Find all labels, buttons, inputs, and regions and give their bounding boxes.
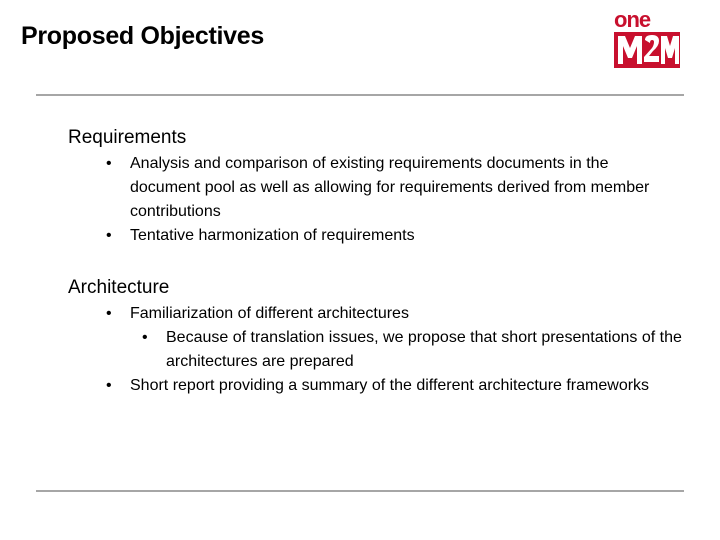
bullet-icon: •	[106, 377, 112, 394]
requirements-list	[68, 152, 668, 248]
list-item	[68, 374, 688, 398]
top-divider	[36, 94, 684, 96]
bullet-icon: •	[106, 155, 112, 172]
list-item-text: Short report providing a summary of the different architecture frameworks	[130, 377, 650, 394]
list-item-text: Analysis and comparison of existing requirements documents in the document pool as well as allowing for requirements derived from member contributions	[130, 155, 650, 220]
list-item	[68, 224, 668, 248]
list-item-text: Familiarization of different architectures	[130, 305, 409, 322]
section-heading: Architecture	[68, 277, 170, 298]
architecture-list	[68, 302, 688, 398]
architecture-section	[68, 276, 688, 398]
onem2m-logo	[612, 6, 682, 70]
bullet-icon: •	[142, 329, 148, 346]
list-item	[68, 152, 668, 224]
svg-text:one: one	[614, 7, 651, 32]
onem2m-logo-icon	[612, 6, 682, 70]
bullet-icon: •	[106, 305, 112, 322]
page-title: Proposed Objectives	[21, 22, 264, 50]
requirements-section	[68, 126, 668, 248]
list-item-text: Because of translation issues, we propose that short presentations of the architectures are prepared	[166, 329, 682, 370]
bottom-divider	[36, 490, 684, 492]
section-heading: Requirements	[68, 127, 187, 148]
sub-list-item	[68, 326, 688, 374]
list-item-text: Tentative harmonization of requirements	[130, 227, 415, 244]
bullet-icon: •	[106, 227, 112, 244]
list-item	[68, 302, 688, 326]
